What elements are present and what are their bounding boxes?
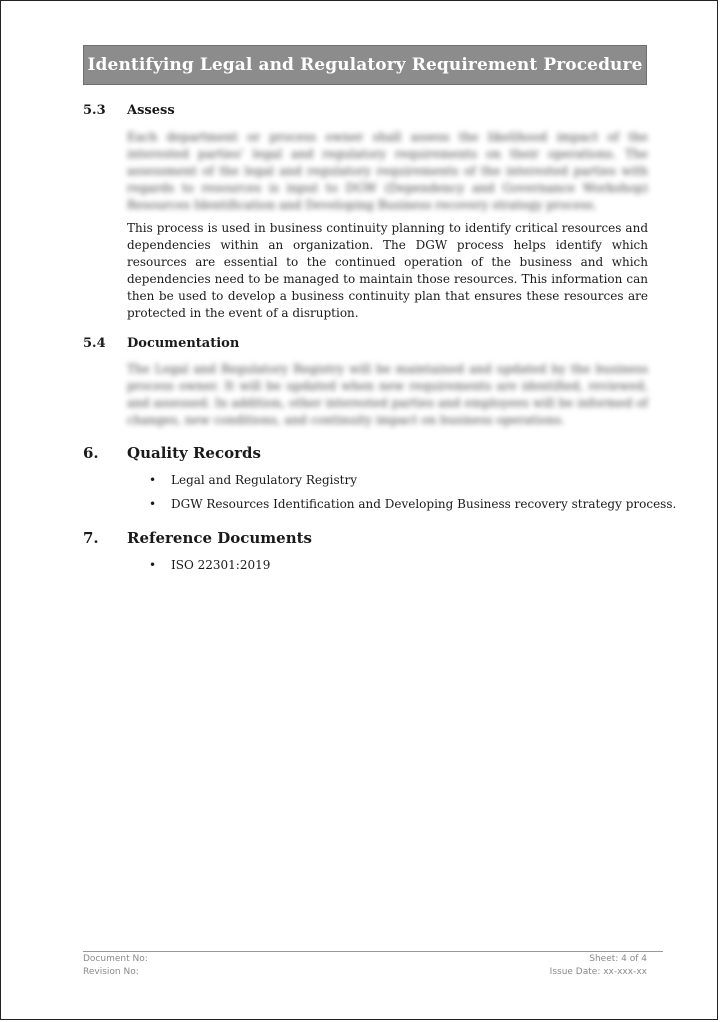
reference-documents-list xyxy=(149,557,270,581)
document-title: Identifying Legal and Regulatory Requirement Procedure xyxy=(87,55,643,75)
list-item: • Legal and Regulatory Registry xyxy=(149,473,358,487)
section-number: 5.3 xyxy=(83,103,106,118)
bullet-icon: • xyxy=(149,497,157,511)
section-number: 6. xyxy=(83,444,99,462)
section-number: 7. xyxy=(83,529,99,547)
list-item: • DGW Resources Identification and Developing Business recovery strategy process. xyxy=(149,497,677,511)
list-item: • ISO 22301:2019 xyxy=(149,558,271,572)
footer-divider xyxy=(83,951,663,952)
footer-document-no: Document No: xyxy=(83,954,148,964)
section-5-3-heading xyxy=(83,103,175,118)
section-5-3-blurred-paragraph: Each department or process owner shall assess the likelihood impact of the interested parties' legal and regulatory requirements on their operations. The assessment of the legal and regulatory requirements of the interested parties with regards to resources is input to DGW (Dependency and Governance Workshop) Resources Identification and Developing Business recovery strategy process. xyxy=(127,130,648,212)
section-number: 5.4 xyxy=(83,336,106,351)
section-title: Documentation xyxy=(127,336,240,351)
section-5-4-blurred-paragraph: The Legal and Regulatory Registry will be maintained and updated by the business process owner. It will be updated when new requirements are identified, reviewed, and assessed. In addition, other interested parties and employees will be informed of changes, new conditions, and continuity impact on business operations. xyxy=(127,362,648,427)
footer-sheet: Sheet: 4 of 4 xyxy=(589,954,647,964)
section-title: Quality Records xyxy=(127,444,261,462)
footer-issue-date: Issue Date: xx-xxx-xx xyxy=(549,967,647,977)
section-title: Assess xyxy=(127,103,175,118)
section-5-4-heading xyxy=(83,336,239,351)
section-7-heading xyxy=(83,529,312,547)
section-5-3-paragraph: This process is used in business continuity planning to identify critical resources and dependencies within an organization. The DGW process helps identify which resources are essential to the continued operation of the business and which dependencies need to be managed to maintain those resources. This information can then be used to develop a business continuity plan that ensures these resources are protected in the event of a disruption. xyxy=(127,221,648,320)
bullet-icon: • xyxy=(149,473,157,487)
bullet-icon: • xyxy=(149,558,157,572)
section-6-heading xyxy=(83,444,261,462)
section-title: Reference Documents xyxy=(127,529,313,547)
document-title-bar xyxy=(83,45,647,85)
footer-revision-no: Revision No: xyxy=(83,967,139,977)
quality-records-list xyxy=(149,472,676,520)
